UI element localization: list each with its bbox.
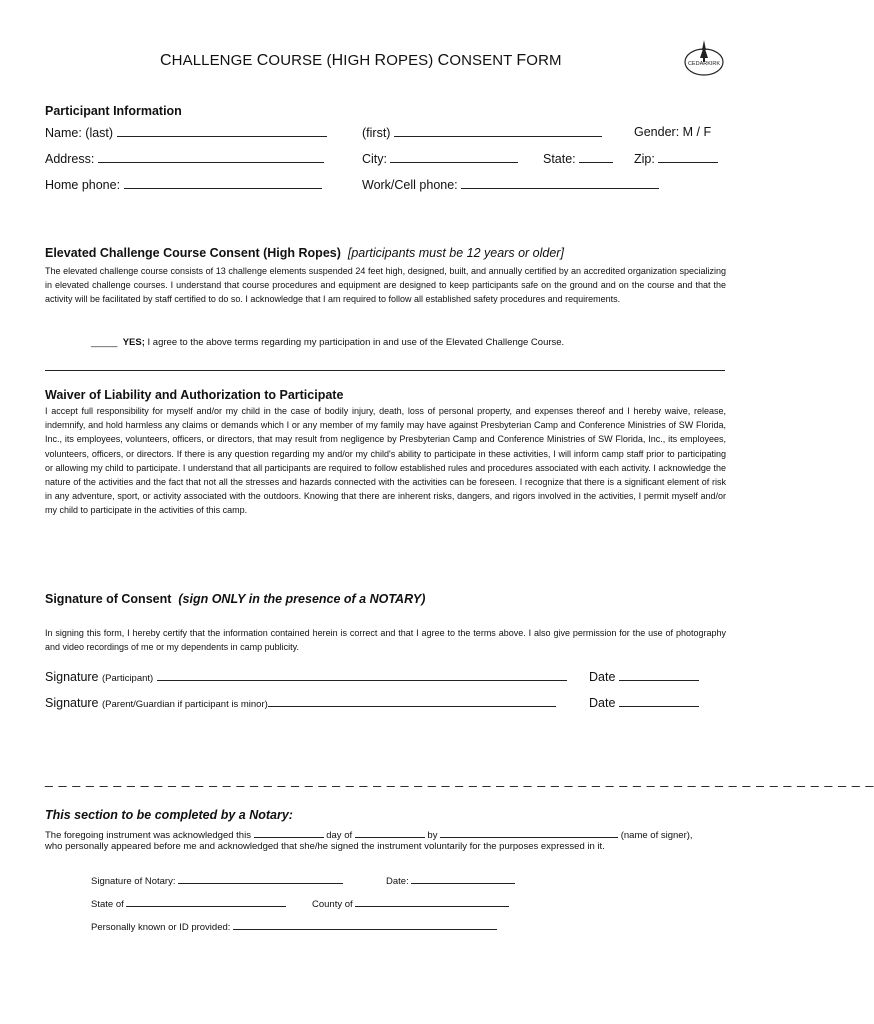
guardian-signature-field[interactable]: Signature (Parent/Guardian if participant is minor) [45, 695, 556, 710]
notary-line2: who personally appeared before me and acknowledged that she/he signed the instrument voluntarily for the purposes expressed in it. [45, 841, 605, 852]
address-field[interactable]: Address: [45, 151, 324, 166]
signature-heading: Signature of Consent (sign ONLY in the presence of a NOTARY) [45, 592, 426, 606]
notary-acknowledged-line[interactable]: The foregoing instrument was acknowledged this day of by (name of signer), [45, 826, 693, 841]
id-provided-field[interactable]: Personally known or ID provided: [91, 918, 497, 933]
cedarkirk-logo [682, 36, 726, 80]
elevated-heading: Elevated Challenge Course Consent (High Ropes) [participants must be 12 years or older] [45, 246, 564, 260]
form-title: CHALLENGE COURSE (HIGH ROPES) CONSENT FORM [160, 52, 562, 69]
svg-text:CEDARKIRK: CEDARKIRK [687, 61, 721, 67]
participant-date-field[interactable]: Date [589, 669, 699, 684]
elevated-yes-line[interactable]: _____ YES; I agree to the above terms regarding my participation in and use of the Elevated Challenge Course. [91, 337, 565, 348]
notary-heading: This section to be completed by a Notary: [45, 808, 293, 822]
city-field[interactable]: City: [362, 151, 518, 166]
state-of-field[interactable]: State of [91, 895, 286, 910]
notary-date-field[interactable]: Date: [386, 872, 515, 887]
guardian-date-field[interactable]: Date [589, 695, 699, 710]
gender-field[interactable]: Gender: M / F [634, 125, 712, 139]
work-phone-field[interactable]: Work/Cell phone: [362, 177, 659, 192]
participant-heading: Participant Information [45, 104, 182, 118]
waiver-heading: Waiver of Liability and Authorization to Participate [45, 388, 344, 402]
name-last-field[interactable]: Name: (last) [45, 125, 327, 140]
section-rule [45, 370, 725, 371]
signature-body: In signing this form, I hereby certify that the information contained herein is correct and that I agree to the terms above. I also give permission for the use of photography and video recordings of me or my dependents in camp publicity. [45, 628, 726, 653]
waiver-body: I accept full responsibility for myself and/or my child in the case of bodily injury, death, loss of personal property, and expenses thereof and I hereby waive, release, indemnify, and hold harmless any claims or demands which I or any member of my family may have against Presbyterian Camp and Conference Ministries of SW Florida, Inc., its employees, volunteers, officers, or directors, that may result from negligence by Presbyterian Camp and Conference Ministries of SW Florida, Inc., its employees, volunteers, officers, or directors. If there is any question regarding my and/or my child's ability to participate in these activities, I will inform camp staff prior to participating or allowing my child to participate. I understand that all participants are required to follow established rules and procedures associated with each activity. I acknowledge the nature of the activities and the fact that not all the stresses and hazards connected with the activities can be foreseen. I recognize that there is a significant element of risk in any adventure, sport, or activity associated with the outdoors. Knowing that there are inherent risks, dangers, and rigors involved in the activities, I permit myself and/or my child to participate in the activities of this camp. [45, 406, 726, 516]
first-name-field[interactable]: (first) [362, 125, 602, 140]
dashed-divider: _ _ _ _ _ _ _ _ _ _ _ _ _ _ _ _ _ _ _ _ _ _ _ _ _ _ _ _ _ _ _ _ _ _ _ _ _ _ _ _ _ _ _ _ _ _ _ _ _ _ _ _ _ _ _ _ _ _ _ _ _ [45, 771, 874, 787]
notary-signature-field[interactable]: Signature of Notary: [91, 872, 343, 887]
elevated-body: The elevated challenge course consists of 13 challenge elements suspended 24 feet high, designed, built, and annually certified by an accredited organization specializing in elevated challenge courses. I understand that course procedures and equipment are designed to keep participants safe on the ground and on the course and that the activity will be facilitated by staff certified to do so. I acknowledge that I am required to follow all established safety procedures and requirements. [45, 266, 726, 305]
home-phone-field[interactable]: Home phone: [45, 177, 322, 192]
participant-signature-field[interactable]: Signature (Participant) [45, 669, 567, 684]
state-field[interactable]: State: [543, 151, 613, 166]
county-of-field[interactable]: County of [312, 895, 509, 910]
zip-field[interactable]: Zip: [634, 151, 718, 166]
